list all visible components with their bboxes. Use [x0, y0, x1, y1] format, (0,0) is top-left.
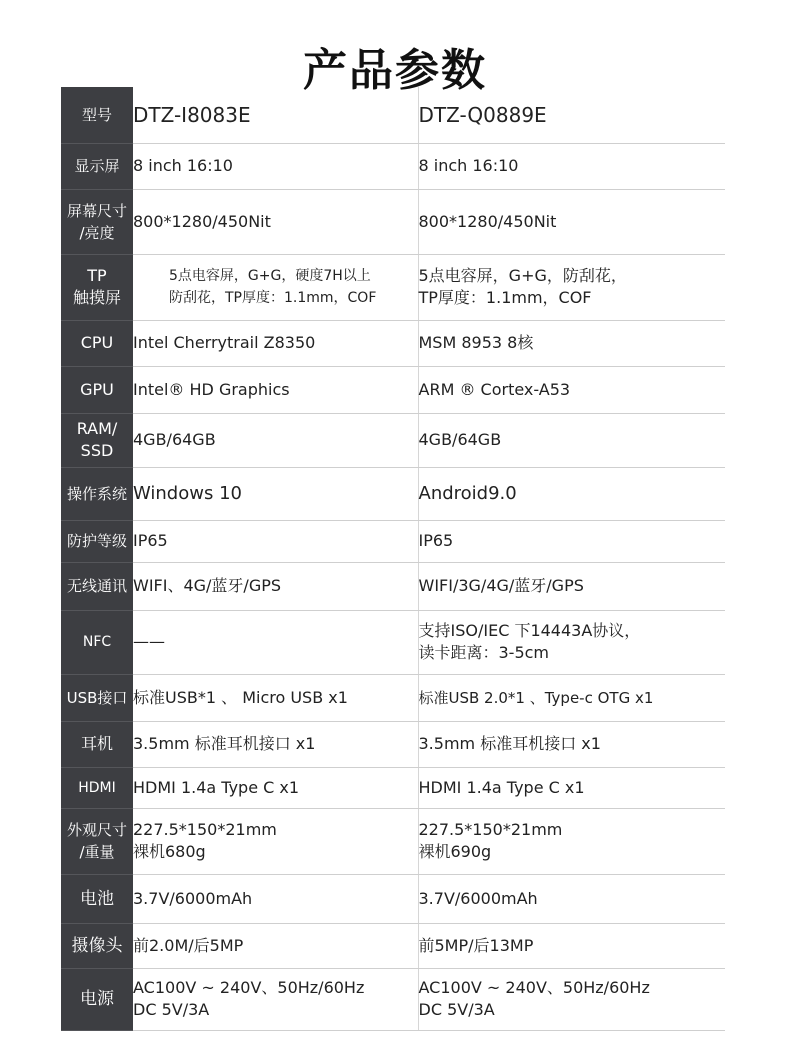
row-label: GPU [61, 366, 133, 413]
row-label: 防护等级 [61, 520, 133, 562]
model-2-value: ARM ® Cortex-A53 [418, 366, 725, 413]
row-label: 型号 [61, 87, 133, 143]
table-row [61, 189, 725, 254]
row-label: RAM/ SSD [61, 413, 133, 467]
model-2-value: MSM 8953 8核 [418, 320, 725, 366]
row-label: 外观尺寸 /重量 [61, 808, 133, 874]
model-2-value: 5点电容屏，G+G，防刮花， TP厚度：1.1mm，COF [418, 254, 725, 320]
model-1-value: DTZ-I8083E [133, 87, 418, 143]
model-2-value: IP65 [418, 520, 725, 562]
model-1-value: IP65 [133, 520, 418, 562]
model-1-value: 227.5*150*21mm 裸机680g [133, 808, 418, 874]
spec-table-body [61, 87, 725, 1030]
model-2-value: 227.5*150*21mm 裸机690g [418, 808, 725, 874]
model-1-value: Intel Cherrytrail Z8350 [133, 320, 418, 366]
table-row [61, 968, 725, 1030]
table-row [61, 767, 725, 808]
row-label: TP 触摸屏 [61, 254, 133, 320]
model-1-value: 5点电容屏，G+G，硬度7H以上 防刮花，TP厚度：1.1mm，COF [133, 254, 418, 320]
table-row [61, 674, 725, 721]
table-row [61, 254, 725, 320]
row-label: HDMI [61, 767, 133, 808]
row-label: 显示屏 [61, 143, 133, 189]
model-1-value: AC100V ~ 240V、50Hz/60Hz DC 5V/3A [133, 968, 418, 1030]
model-1-value: 前2.0M/后5MP [133, 923, 418, 968]
model-1-value: HDMI 1.4a Type C x1 [133, 767, 418, 808]
model-1-value: 标准USB*1 、 Micro USB x1 [133, 674, 418, 721]
model-2-value: 800*1280/450Nit [418, 189, 725, 254]
row-label: NFC [61, 610, 133, 674]
table-row [61, 721, 725, 767]
model-2-value: HDMI 1.4a Type C x1 [418, 767, 725, 808]
row-label: 无线通讯 [61, 562, 133, 610]
row-label: 电源 [61, 968, 133, 1030]
model-1-value: 4GB/64GB [133, 413, 418, 467]
model-2-value: WIFI/3G/4G/蓝牙/GPS [418, 562, 725, 610]
model-1-value: 8 inch 16:10 [133, 143, 418, 189]
table-row [61, 923, 725, 968]
model-2-value: DTZ-Q0889E [418, 87, 725, 143]
model-1-value: 800*1280/450Nit [133, 189, 418, 254]
row-label: USB接口 [61, 674, 133, 721]
model-1-value: 3.5mm 标准耳机接口 x1 [133, 721, 418, 767]
table-row [61, 366, 725, 413]
row-label: 摄像头 [61, 923, 133, 968]
model-2-value: 3.7V/6000mAh [418, 874, 725, 923]
row-label: 屏幕尺寸 /亮度 [61, 189, 133, 254]
model-2-value: 3.5mm 标准耳机接口 x1 [418, 721, 725, 767]
row-label: 操作系统 [61, 467, 133, 520]
model-2-value: 标准USB 2.0*1 、Type-c OTG x1 [418, 674, 725, 721]
spec-table [61, 87, 725, 1031]
table-row [61, 143, 725, 189]
model-2-value: 前5MP/后13MP [418, 923, 725, 968]
table-row [61, 413, 725, 467]
model-2-value: AC100V ~ 240V、50Hz/60Hz DC 5V/3A [418, 968, 725, 1030]
table-row [61, 87, 725, 143]
table-row [61, 874, 725, 923]
table-row [61, 808, 725, 874]
row-label: 耳机 [61, 721, 133, 767]
table-row [61, 562, 725, 610]
model-1-value: Intel® HD Graphics [133, 366, 418, 413]
model-1-value: Windows 10 [133, 467, 418, 520]
page-title: 产品参数 [303, 45, 487, 96]
table-row [61, 520, 725, 562]
model-1-value: —— [133, 610, 418, 674]
table-row [61, 320, 725, 366]
model-2-value: 8 inch 16:10 [418, 143, 725, 189]
table-row [61, 467, 725, 520]
row-label: CPU [61, 320, 133, 366]
model-1-value: 3.7V/6000mAh [133, 874, 418, 923]
model-2-value: Android9.0 [418, 467, 725, 520]
table-row [61, 610, 725, 674]
model-2-value: 4GB/64GB [418, 413, 725, 467]
model-2-value: 支持ISO/IEC 下14443A协议， 读卡距离：3-5cm [418, 610, 725, 674]
model-1-value: WIFI、4G/蓝牙/GPS [133, 562, 418, 610]
row-label: 电池 [61, 874, 133, 923]
